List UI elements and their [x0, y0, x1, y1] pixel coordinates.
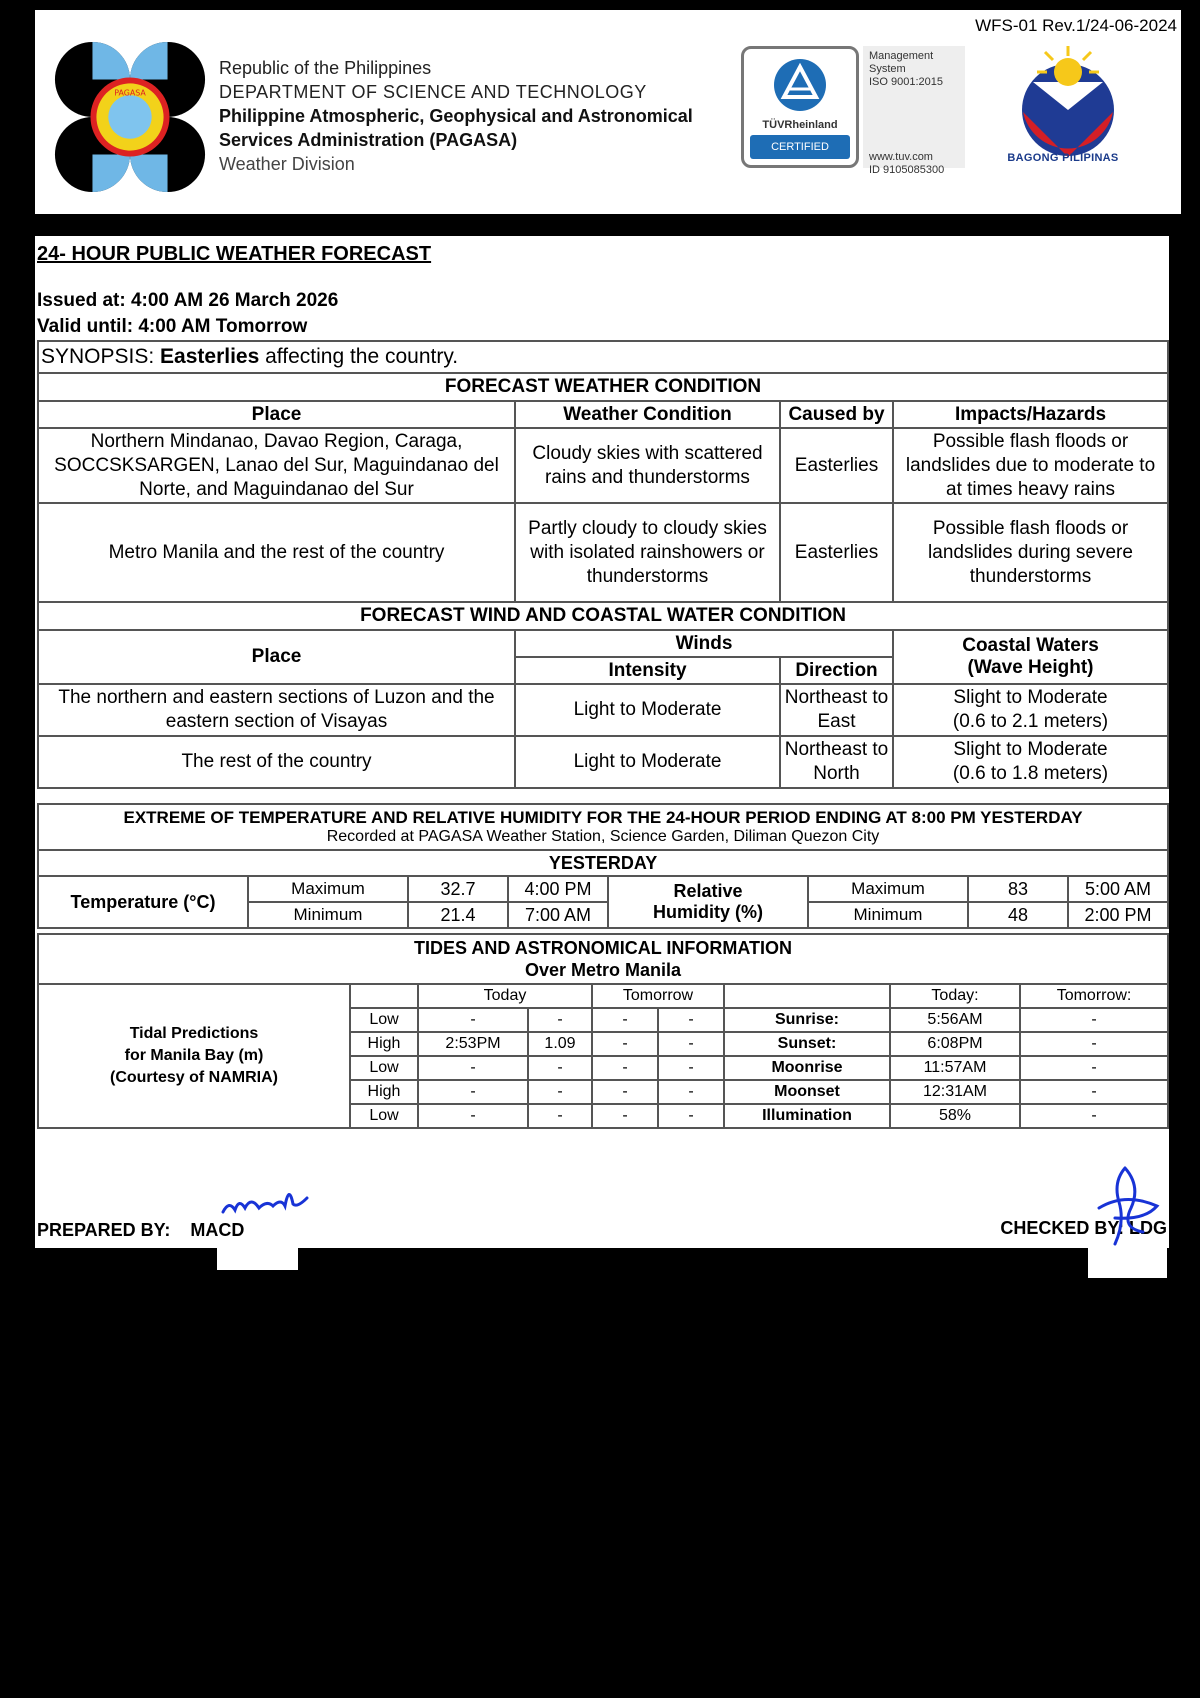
tidal-predictions-label: Tidal Predictions for Manila Bay (m) (Courtesy of NAMRIA): [38, 984, 350, 1128]
temp-min-label: Minimum: [248, 902, 408, 928]
column-header-astro-today: Today:: [890, 984, 1020, 1008]
tide-today-value: -: [528, 1104, 592, 1128]
tides-table: [37, 933, 1169, 1129]
checked-by-initials: LDG: [1129, 1218, 1167, 1238]
rh-min-value: 48: [968, 902, 1068, 928]
form-code: WFS-01 Rev.1/24-06-2024: [975, 16, 1177, 35]
tide-today-value: -: [528, 1056, 592, 1080]
direction-cell: Northeast to East: [780, 684, 893, 736]
astro-label: Illumination: [724, 1104, 890, 1128]
astro-today: 6:08PM: [890, 1032, 1020, 1056]
rh-max-value: 83: [968, 876, 1068, 902]
extremes-header: [38, 804, 1168, 850]
tide-today-value: 1.09: [528, 1032, 592, 1056]
column-header: Coastal Waters (Wave Height): [893, 630, 1168, 684]
agency-name-block: [219, 56, 693, 176]
impacts-cell: Possible flash floods or landslides during severe thunderstorms: [893, 503, 1168, 602]
column-header: Caused by: [780, 401, 893, 428]
caused-by-cell: Easterlies: [780, 428, 893, 503]
tuv-certified-badge: [741, 46, 859, 168]
synopsis: SYNOPSIS: Easterlies affecting the country.: [38, 341, 1168, 373]
tide-tomorrow-time: -: [592, 1032, 658, 1056]
tide-tomorrow-value: -: [658, 1080, 724, 1104]
tide-today-value: -: [528, 1080, 592, 1104]
tide-type: Low: [350, 1104, 418, 1128]
column-header: Place: [38, 630, 515, 684]
astro-today: 12:31AM: [890, 1080, 1020, 1104]
tuv-meta-line: www.tuv.com: [869, 151, 933, 163]
section-title-weather: FORECAST WEATHER CONDITION: [38, 373, 1168, 401]
impacts-cell: Possible flash floods or landslides due to moderate to at times heavy rains: [893, 428, 1168, 503]
tide-tomorrow-time: -: [592, 1080, 658, 1104]
extremes-table: [37, 803, 1169, 929]
agency-line: Weather Division: [219, 154, 355, 174]
tide-tomorrow-time: -: [592, 1056, 658, 1080]
section-title-wind: FORECAST WIND AND COASTAL WATER CONDITION: [38, 602, 1168, 630]
temp-max-label: Maximum: [248, 876, 408, 902]
document-title: 24- HOUR PUBLIC WEATHER FORECAST: [37, 243, 432, 265]
place-cell: Metro Manila and the rest of the country: [38, 503, 515, 602]
temp-min-time: 7:00 AM: [508, 902, 608, 928]
temp-max-value: 32.7: [408, 876, 508, 902]
column-header: Weather Condition: [515, 401, 780, 428]
tuv-triangle-icon: [744, 49, 856, 119]
forecast-document: [35, 236, 1169, 1248]
intensity-cell: Light to Moderate: [515, 736, 780, 788]
temperature-label: Temperature (°C): [38, 876, 248, 928]
astro-tomorrow: -: [1020, 1104, 1168, 1128]
letterhead: [35, 10, 1181, 214]
synopsis-cause: Easterlies: [160, 345, 260, 368]
issued-at: Issued at: 4:00 AM 26 March 2026: [37, 290, 339, 311]
column-header: Place: [38, 401, 515, 428]
tide-tomorrow-time: -: [592, 1104, 658, 1128]
checked-by-label: CHECKED BY:: [1000, 1218, 1129, 1238]
column-header: Winds: [515, 630, 893, 657]
tide-tomorrow-time: -: [592, 1008, 658, 1032]
astro-tomorrow: -: [1020, 1056, 1168, 1080]
forecast-table: [37, 340, 1169, 789]
tide-tomorrow-value: -: [658, 1104, 724, 1128]
prepared-by-label: PREPARED BY:: [37, 1220, 171, 1240]
astro-today: 58%: [890, 1104, 1020, 1128]
tides-title: TIDES AND ASTRONOMICAL INFORMATION: [414, 938, 793, 958]
bagong-pilipinas-text: BAGONG PILIPINAS: [1007, 152, 1119, 164]
agency-line: Republic of the Philippines: [219, 58, 432, 78]
column-header-astro-tomorrow: Tomorrow:: [1020, 984, 1168, 1008]
tide-tomorrow-value: -: [658, 1056, 724, 1080]
pagasa-seal-text: PAGASA: [114, 88, 146, 98]
astro-tomorrow: -: [1020, 1080, 1168, 1104]
agency-line: Philippine Atmospheric, Geophysical and Astronomical: [219, 106, 693, 126]
tides-header: [38, 934, 1168, 984]
condition-cell: Partly cloudy to cloudy skies with isolated rainshowers or thunderstorms: [515, 503, 780, 602]
table-row: [38, 503, 1168, 602]
tide-type: High: [350, 1080, 418, 1104]
tides-subtitle: Over Metro Manila: [525, 960, 682, 980]
tuv-certified-label: CERTIFIED: [750, 135, 850, 159]
prepared-by: [37, 1220, 244, 1241]
extremes-subtitle: Recorded at PAGASA Weather Station, Science Garden, Diliman Quezon City: [326, 828, 880, 845]
extremes-title: EXTREME OF TEMPERATURE AND RELATIVE HUMIDITY FOR THE 24-HOUR PERIOD ENDING AT 8:00 PM YESTERDAY: [123, 808, 1083, 827]
bagong-pilipinas-logo: [993, 42, 1143, 192]
tide-today-time: 2:53PM: [418, 1032, 528, 1056]
tide-type: High: [350, 1032, 418, 1056]
tide-type: Low: [350, 1056, 418, 1080]
yesterday-label: YESTERDAY: [38, 850, 1168, 876]
place-cell: The northern and eastern sections of Luzon and the eastern section of Visayas: [38, 684, 515, 736]
rh-max-time: 5:00 AM: [1068, 876, 1168, 902]
column-header: Direction: [780, 657, 893, 684]
place-cell: Northern Mindanao, Davao Region, Caraga, SOCCSKSARGEN, Lanao del Sur, Maguindanao del Norte, and Maguindanao del Sur: [38, 428, 515, 503]
column-header-today: Today: [418, 984, 592, 1008]
tide-tomorrow-value: -: [658, 1032, 724, 1056]
caused-by-cell: Easterlies: [780, 503, 893, 602]
direction-cell: Northeast to North: [780, 736, 893, 788]
temp-min-value: 21.4: [408, 902, 508, 928]
temp-max-time: 4:00 PM: [508, 876, 608, 902]
column-header: Intensity: [515, 657, 780, 684]
astro-tomorrow: -: [1020, 1032, 1168, 1056]
rh-max-label: Maximum: [808, 876, 968, 902]
astro-today: 5:56AM: [890, 1008, 1020, 1032]
table-row: [38, 684, 1168, 736]
astro-today: 11:57AM: [890, 1056, 1020, 1080]
tuv-meta: [863, 46, 965, 176]
tide-type: Low: [350, 1008, 418, 1032]
agency-line: DEPARTMENT OF SCIENCE AND TECHNOLOGY: [219, 82, 647, 102]
astro-label: Moonset: [724, 1080, 890, 1104]
table-row: [38, 428, 1168, 503]
tide-today-value: -: [528, 1008, 592, 1032]
prepared-by-initials: MACD: [190, 1220, 245, 1240]
tuv-name: TÜVRheinland: [762, 119, 838, 131]
place-cell: The rest of the country: [38, 736, 515, 788]
column-header-tomorrow: Tomorrow: [592, 984, 724, 1008]
astro-label: Sunrise:: [724, 1008, 890, 1032]
tuv-meta-line: Management: [869, 50, 934, 62]
tide-today-time: -: [418, 1056, 528, 1080]
pagasa-logo: [51, 38, 209, 196]
tuv-meta-line: ID 9105085300: [869, 164, 945, 176]
tuv-meta-line: ISO 9001:2015: [869, 76, 944, 88]
astro-label: Sunset:: [724, 1032, 890, 1056]
checker-signature: [1085, 1162, 1165, 1252]
tide-tomorrow-value: -: [658, 1008, 724, 1032]
column-header: Impacts/Hazards: [893, 401, 1168, 428]
coastal-cell: Slight to Moderate (0.6 to 1.8 meters): [893, 736, 1168, 788]
table-row: [38, 736, 1168, 788]
intensity-cell: Light to Moderate: [515, 684, 780, 736]
astro-label: Moonrise: [724, 1056, 890, 1080]
tide-today-time: -: [418, 1080, 528, 1104]
agency-line: Services Administration (PAGASA): [219, 130, 518, 150]
rh-min-label: Minimum: [808, 902, 968, 928]
coastal-cell: Slight to Moderate (0.6 to 2.1 meters): [893, 684, 1168, 736]
humidity-label: Relative Humidity (%): [608, 876, 808, 928]
valid-until: Valid until: 4:00 AM Tomorrow: [37, 316, 308, 337]
tide-today-time: -: [418, 1008, 528, 1032]
tide-today-time: -: [418, 1104, 528, 1128]
condition-cell: Cloudy skies with scattered rains and thunderstorms: [515, 428, 780, 503]
tuv-meta-line: System: [869, 63, 906, 75]
astro-tomorrow: -: [1020, 1008, 1168, 1032]
signature-stub: [217, 1248, 298, 1270]
rh-min-time: 2:00 PM: [1068, 902, 1168, 928]
signature-stub: [1088, 1248, 1167, 1278]
